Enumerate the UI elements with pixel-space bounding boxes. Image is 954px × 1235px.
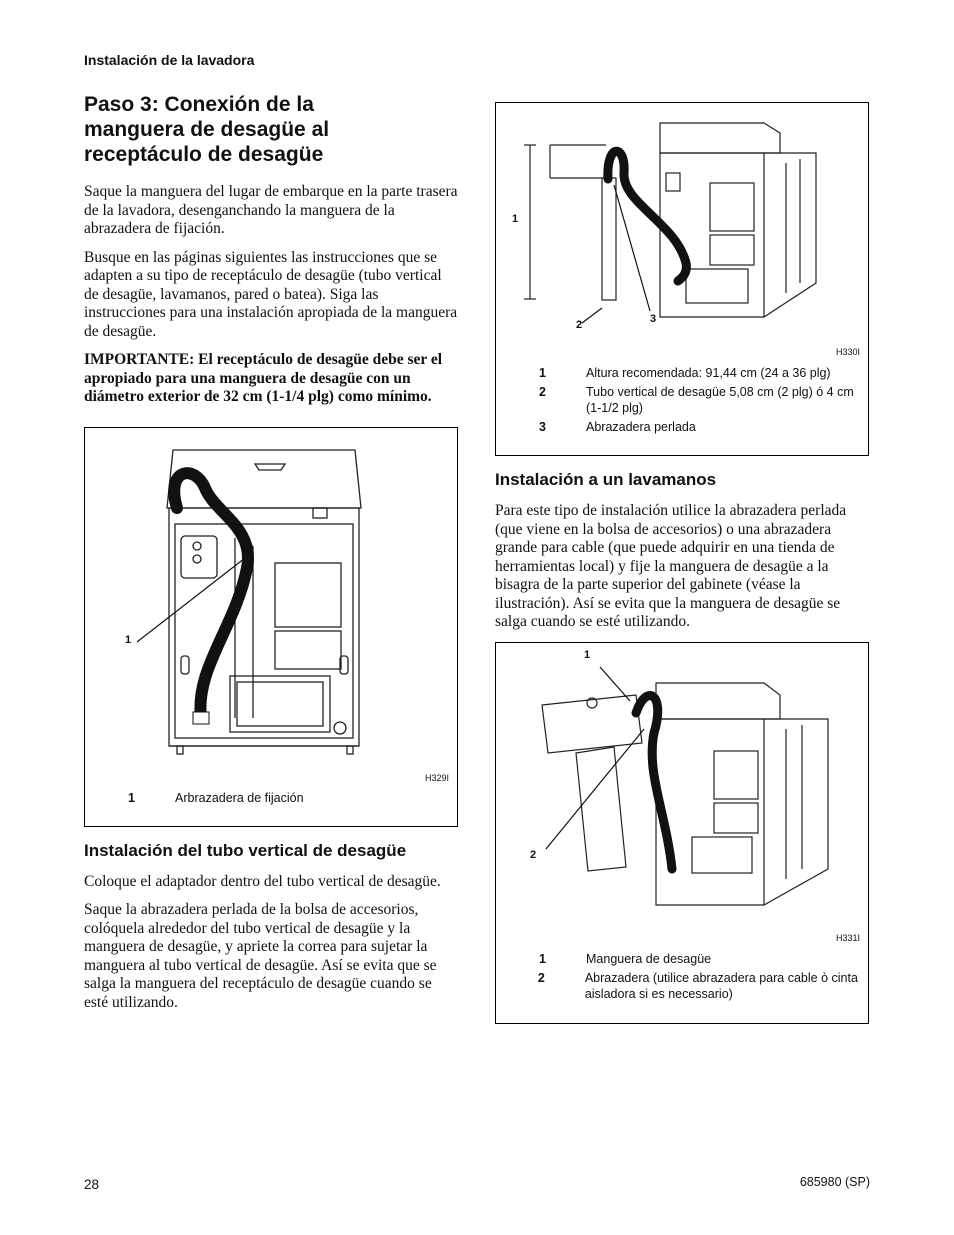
figure-sink bbox=[495, 642, 869, 1024]
title-line-2: manguera de desagüe al bbox=[84, 118, 330, 141]
page-number: 28 bbox=[84, 1177, 100, 1192]
title-line-1: Paso 3: Conexión de la bbox=[84, 93, 314, 116]
standpipe-paragraph-1: Coloque el adaptador dentro del tubo vertical de desagüe. bbox=[84, 872, 441, 890]
standpipe-paragraph-2: Saque la abrazadera perlada de la bolsa de accesorios, colóquela alrededor del tubo vertical de desagüe y la manguera de desagüe, y apriete la correa para sujetar la manguera al tubo vertical de desagüe. Así se evita que se salga la manguera del receptáculo de desagüe cuando se esté utilizando. bbox=[84, 901, 437, 1011]
section-title-standpipe: Instalación del tubo vertical de desagüe bbox=[84, 840, 407, 860]
figure-standpipe bbox=[495, 102, 869, 456]
legend-number: 3 bbox=[539, 420, 546, 434]
legend-text: Arbrazadera de fijación bbox=[175, 790, 304, 805]
important-note: IMPORTANTE: El receptáculo de desagüe debe ser el apropiado para una manguera de desagüe con un diámetro exterior de 32 cm (1-1/4 plg) como mínimo. bbox=[84, 351, 443, 405]
legend-number: 2 bbox=[539, 385, 546, 399]
legend-text: Altura recomendada: 91,44 cm (24 a 36 plg) bbox=[586, 366, 831, 380]
callout-2: 2 bbox=[576, 319, 583, 331]
legend-row bbox=[85, 790, 457, 806]
callout-1: 1 bbox=[584, 648, 591, 661]
right-column bbox=[495, 102, 869, 1024]
legend-row bbox=[496, 384, 868, 416]
left-column bbox=[84, 92, 458, 1022]
legend-text: Manguera de desagüe bbox=[586, 951, 712, 966]
figure-code: H331I bbox=[836, 932, 861, 943]
callout-1: 1 bbox=[125, 633, 132, 646]
legend-text: Tubo vertical de desagüe 5,08 cm (2 plg) ó 4 cm (1-1/2 plg) bbox=[586, 385, 854, 415]
callout-3: 3 bbox=[650, 313, 657, 325]
intro-paragraph-1: Saque la manguera del lugar de embarque en la parte trasera de la lavadora, desenganchando la manguera de la abrazadera de fijación. bbox=[84, 183, 458, 237]
running-head: Instalación de la lavadora bbox=[84, 52, 255, 68]
intro-paragraph-2: Busque en las páginas siguientes las instrucciones que se adapten a su tipo de receptáculo de desagüe (tubo vertical de desagüe, lavamanos, pared o batea). Siga las instrucciones para una instalación apropiada de la manguera de desagüe. bbox=[84, 248, 458, 340]
figure-rear-washer-clip bbox=[84, 427, 458, 827]
legend-text: Abrazadera (utilice abrazadera para cable ò cinta aisladora si es necessario) bbox=[584, 970, 858, 1001]
page-title bbox=[84, 92, 458, 167]
legend-row bbox=[496, 365, 868, 381]
legend-row bbox=[496, 970, 868, 1002]
sink-paragraph: Para este tipo de instalación utilice la abrazadera perlada (que viene en la bolsa de accesorios) o una abrazadera grande para cable (que puede adquirir en una tienda de herramientas local) y fije la manguera de desagüe a la bisagra de la parte superior del gabinete (véase la ilustración). Así se evita que la manguera de desagüe se salga cuando se esté utilizando. bbox=[495, 502, 847, 630]
figure-code: H330I bbox=[836, 347, 861, 357]
figure-legend bbox=[496, 951, 868, 1005]
figure-code: H329I bbox=[425, 772, 450, 783]
legend-row bbox=[496, 951, 868, 967]
document-code: 685980 (SP) bbox=[799, 1175, 870, 1189]
figure-legend bbox=[85, 790, 457, 809]
figure-legend bbox=[496, 365, 868, 438]
legend-row bbox=[496, 419, 868, 435]
section-title-sink: Instalación a un lavamanos bbox=[495, 470, 717, 489]
legend-number: 1 bbox=[128, 790, 135, 805]
washer-rear-illustration bbox=[85, 428, 457, 826]
legend-number: 1 bbox=[539, 951, 546, 966]
legend-number: 1 bbox=[539, 366, 546, 380]
callout-1: 1 bbox=[512, 213, 519, 225]
legend-text: Abrazadera perlada bbox=[586, 420, 696, 434]
title-line-3: receptáculo de desagüe bbox=[84, 143, 324, 166]
callout-2: 2 bbox=[530, 848, 537, 861]
legend-number: 2 bbox=[537, 970, 545, 985]
